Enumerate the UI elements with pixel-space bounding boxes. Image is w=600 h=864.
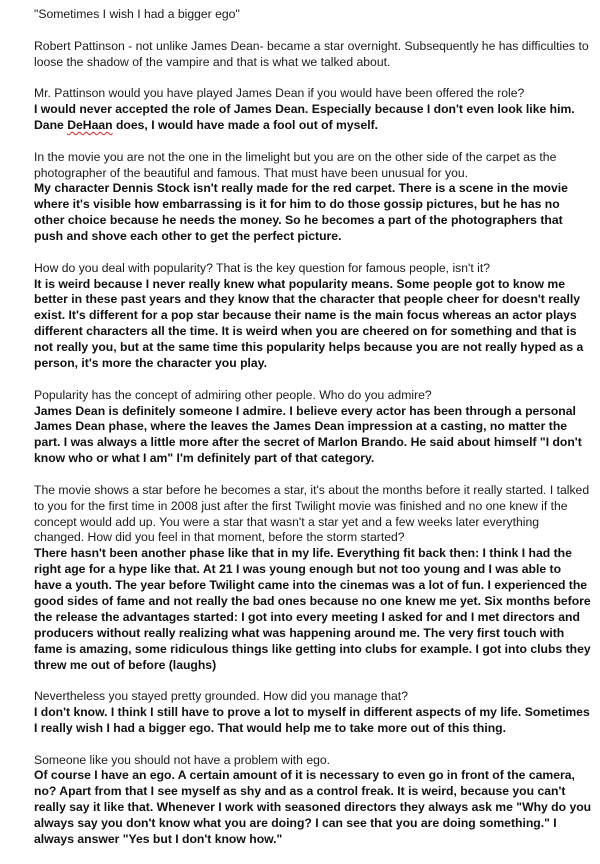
- answer-text: does, I would have made a fool out of myself.: [112, 118, 379, 133]
- question: Popularity has the concept of admiring other people. Who do you admire?: [34, 387, 432, 402]
- answer: James Dean is definitely someone I admire. I believe every actor has been through a personal James Dean phase, where the leaves the James Dean impression at a casting, no matter the part. I was always a little more after the secret of Marlon Brando. He said about himself "I don't know who or what I am" I'm definitely part of that category.: [34, 403, 582, 466]
- question: In the movie you are not the one in the limelight but you are on the other side of the carpet as the photographer of the beautiful and famous. That must have been unusual for you.: [34, 149, 557, 180]
- qa-block: [34, 483, 592, 674]
- document: [34, 7, 592, 864]
- answer: [34, 102, 592, 134]
- qa-block: [34, 753, 592, 848]
- answer: There hasn't been another phase like that in my life. Everything fit back then: I think I had the right age for a hype like that. At 21 I was young enough but not too young and I was able to have a youth. The year before Twilight came into the cinemas was a lot of fun. I experienced the good sides of fame and not really the bad ones because no one knew me yet. Six months before the release the advantages started: I got into every meeting I asked for and I met directors and producers without really realizing what was happening around me. The very first touch with fame is amazing, some ridiculous things like getting into clubs for example. I got into clubs they threw me out of before (laughs): [34, 546, 591, 672]
- question: Mr. Pattinson would you have played James Dean if you would have been offered the role?: [34, 86, 525, 101]
- spellcheck-flagged-word: DeHaan: [67, 118, 113, 133]
- question: How do you deal with popularity? That is the key question for famous people, isn't it?: [34, 260, 491, 275]
- answer: Of course I have an ego. A certain amount of it is necessary to even go in front of the camera, no? Apart from that I see myself as shy and as a control freak. It is weird, because you can't really say it like that. Whenever I work with seasoned directors they always ask me "Why do you always say you don't know what you are doing? I can see that you are doing something." I always answer "Yes but I don't know how.": [34, 768, 592, 847]
- question: Nevertheless you stayed pretty grounded. How did you manage that?: [34, 689, 408, 704]
- answer: My character Dennis Stock isn't really made for the red carpet. There is a scene in the movie where it's visible how embarrassing is it for him to do those gossip pictures, but he has no other choice because he needs the money. So he becomes a part of the photographers that push and shove each other to get the perfect picture.: [34, 181, 568, 244]
- answer-text: I would never accepted the role of James Dean. Especially because I don't even look like him. Dane: [34, 102, 575, 133]
- qa-block: [34, 86, 592, 134]
- qa-block: [34, 388, 592, 468]
- question: The movie shows a star before he becomes a star, it's about the months before it really started. I talked to you for the first time in 2008 just after the first Twilight movie was finished and no one knew if the concept would add up. You were a star that wasn't a star yet and a few weeks later everything changed. How did you feel in that moment, before the storm started?: [34, 482, 590, 545]
- qa-block: [34, 150, 592, 245]
- answer: I don't know. I think I still have to prove a lot to myself in different aspects of my life. Sometimes I really wish I had a bigger ego. That would help me to take more out of this thing.: [34, 705, 590, 735]
- qa-block: [34, 689, 592, 737]
- qa-block: [34, 261, 592, 372]
- intro-paragraph: Robert Pattinson - not unlike James Dean- became a star overnight. Subsequently he has difficulties to loose the shadow of the vampire and that is what we talked about.: [34, 38, 589, 69]
- article-title: "Sometimes I wish I had a bigger ego": [34, 7, 240, 21]
- answer: It is weird because I never really knew what popularity means. Some people got to know me better in these past years and they know that the character that people cheer for doesn't really exist. It's different for a pop star because their name is the main focus whereas an actor plays different characters all the time. It is weird when you are cheered on for something and that is not really you, but at the same time this popularity helps because you are not really hyped as a person, it's more the character you play.: [34, 276, 584, 371]
- question: Someone like you should not have a problem with ego.: [34, 752, 331, 767]
